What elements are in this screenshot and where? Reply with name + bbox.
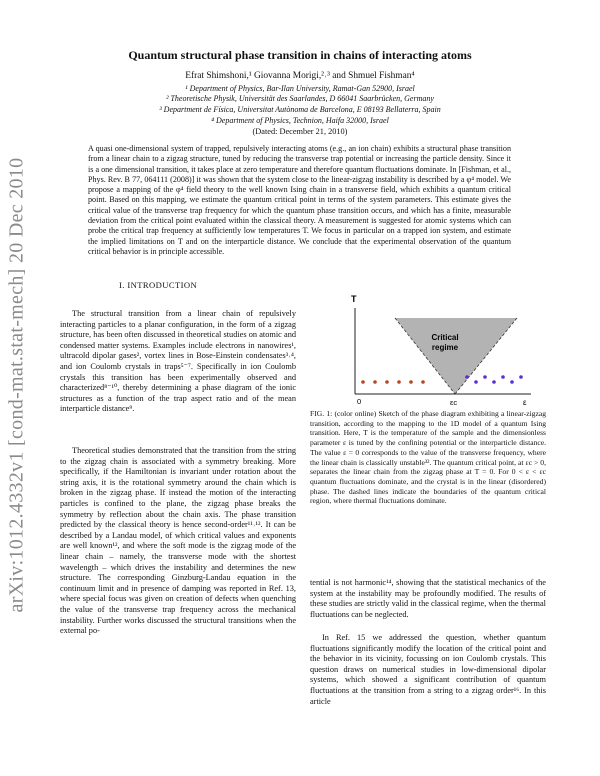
region-label-regime: regime xyxy=(431,343,459,352)
intro-paragraph-1: The structural transition from a linear chain of repulsively interacting particles to a planar configuration, in the form of a zigzag structure, has been often discussed in theoretical studies on atomic and condensed matter systems. Examples include electrons in nanowires¹, ultracold dipolar gases², vortex lines in Bose-Einstein condensates³˒⁴, and ion Coulomb crystals in traps⁵⁻⁷. Specifically in ion Coulomb crystals this transition has been experimentally observed and characterized⁸⁻¹⁰, thereby determining a phase diagram of the ionic structures as a function of the trap aspect ratio and of the mean interparticle distance⁹. xyxy=(60,309,296,414)
zigzag-dot xyxy=(483,375,487,379)
origin-label: 0 xyxy=(357,397,362,406)
zigzag-chain-dots xyxy=(465,375,523,384)
date-line: (Dated: December 21, 2010) xyxy=(252,127,348,136)
abstract: A quasi one-dimensional system of trapped, repulsively interacting atoms (e.g., an ion chain) exhibits a structural phase transition from a linear chain to a zigzag structure, tuned by reducing the transverse trap potential or increasing the particle density. Since it is a one dimensional transition, it takes place at zero temperature and therefore quantum fluctuations dominate. In [Fishman, et al., Phys. Rev. B 77, 064111 (2008)] it was shown that the system close to the linear-zigzag instability is described by a φ⁴ model. We propose a mapping of the φ⁴ field theory to the well known Ising chain in a transverse field, which exhibits a quantum critical point. Based on this mapping, we estimate the quantum critical point in terms of the system parameters. This estimate gives the critical value of the transverse trap frequency for which the quantum phase transition occurs, and which has a finite, measurable deviation from the critical point evaluated within the classical theory. A measurement is suggested for atomic systems which can probe the critical trap frequency at sufficiently low temperatures T. We focus in particular on a trapped ion system, and estimate the implied limitations on T and on the interparticle distance. We conclude that the experimental observation of the quantum critical behavior is in principle accessible. xyxy=(88,144,511,256)
figure-caption: FIG. 1: (color online) Sketch of the phase diagram exhibiting a linear-zigzag transition, according to the mapping to the 1D model of a quantum Ising transition. Here, T is the temperature of the sample and the dimensionless parameter ε is tuned by the confining potential or the interparticle distance. The value ε = 0 corresponds to the value of the transverse frequency, where the linear chain is classically unstable³². The quantum critical point, at εc > 0, separates the linear chain from the zigzag phase at T = 0. For 0 < ε < εc quantum fluctuations dominate, and the crystal is in the linear (disordered) phase. The dashed lines indicate the boundaries of the quantum critical region, where thermal fluctuations dominate. xyxy=(310,409,546,506)
arxiv-identifier-stamp xyxy=(6,150,28,620)
region-label-critical: Critical xyxy=(431,333,459,342)
zigzag-dot xyxy=(501,375,505,379)
right-paragraph-1: tential is not harmonic¹⁴, showing that the statistical mechanics of the system at the instability may be profoundly modified. The results of these studies are strictly valid in the classical regime, when the thermal fluctuations can be neglected. xyxy=(310,578,546,619)
critical-point-label: εc xyxy=(450,398,458,407)
linear-dot xyxy=(385,380,389,384)
affiliation-2: ² Theoretische Physik, Universität des Saarlandes, D 66041 Saarbrücken, Germany xyxy=(166,94,434,103)
author-list: Efrat Shimshoni,¹ Giovanna Morigi,²˒³ and Shmuel Fishman⁴ xyxy=(185,71,415,81)
zigzag-dot xyxy=(510,380,514,384)
x-axis-label: ε xyxy=(523,398,527,407)
critical-regime-region xyxy=(395,318,517,394)
linear-dot xyxy=(409,380,413,384)
linear-dot xyxy=(361,380,365,384)
linear-dot xyxy=(421,380,425,384)
paper-title: Quantum structural phase transition in chains of interacting atoms xyxy=(128,48,472,62)
phase-diagram-figure xyxy=(345,290,535,408)
linear-dot xyxy=(397,380,401,384)
zigzag-dot xyxy=(474,380,478,384)
intro-paragraph-2: Theoretical studies demonstrated that the transition from the string to the zigzag chain is associated with a symmetry breaking. More specifically, if the Hamiltonian is invariant under rotation about the string axis, it is the rotational symmetry around the chain which is broken in the zigzag phase. If instead the motion of the interacting particles is confined to the plane, the zigzag phase breaks the symmetry by reflection about the chain axis. The phase transition predicted by the classical theory is hence second-order¹¹˒¹². It can be described by a Landau model, of which critical values and exponents are well known¹², and where the soft mode is the zigzag mode of the linear chain – namely, the transverse mode with the shortest wavelength – which drives the instability and determines the new structure. The corresponding Ginzburg-Landau equation in the continuum limit and in presence of damping was reported in Ref. 13, where special focus was given on creation of defects when quenching the value of the transverse trap frequency across the mechanical instability. Further works discussed the structural transitions when the external po- xyxy=(60,446,296,636)
affiliation-3: ³ Department de Física, Universitat Autònoma de Barcelona, E 08193 Bellaterra, Spain xyxy=(159,105,441,114)
y-axis-label: T xyxy=(351,294,357,304)
affiliation-4: ⁴ Department of Physics, Technion, Haifa 32000, Israel xyxy=(211,116,389,125)
section-heading-introduction: I. INTRODUCTION xyxy=(119,280,198,290)
zigzag-dot xyxy=(492,380,496,384)
affiliation-1: ¹ Department of Physics, Bar-Ilan University, Ramat-Gan 52900, Israel xyxy=(185,84,415,93)
arxiv-id-text: arXiv:1012.4332v1 [cond-mat.stat-mech] 20 Dec 2010 xyxy=(5,157,28,613)
linear-dot xyxy=(373,380,377,384)
zigzag-dot xyxy=(465,375,469,379)
right-paragraph-2: In Ref. 15 we addressed the question, whether quantum fluctuations significantly modify the location of the critical point and the behavior in its vicinity, focussing on ion Coulomb crystals. This question draws on numerical studies in low-dimensional dipolar systems, which showed a significant contribution of quantum fluctuations at the transition from a string to a zigzag order¹⁶. In this article xyxy=(310,633,546,706)
linear-chain-dots xyxy=(361,380,425,384)
zigzag-dot xyxy=(519,375,523,379)
